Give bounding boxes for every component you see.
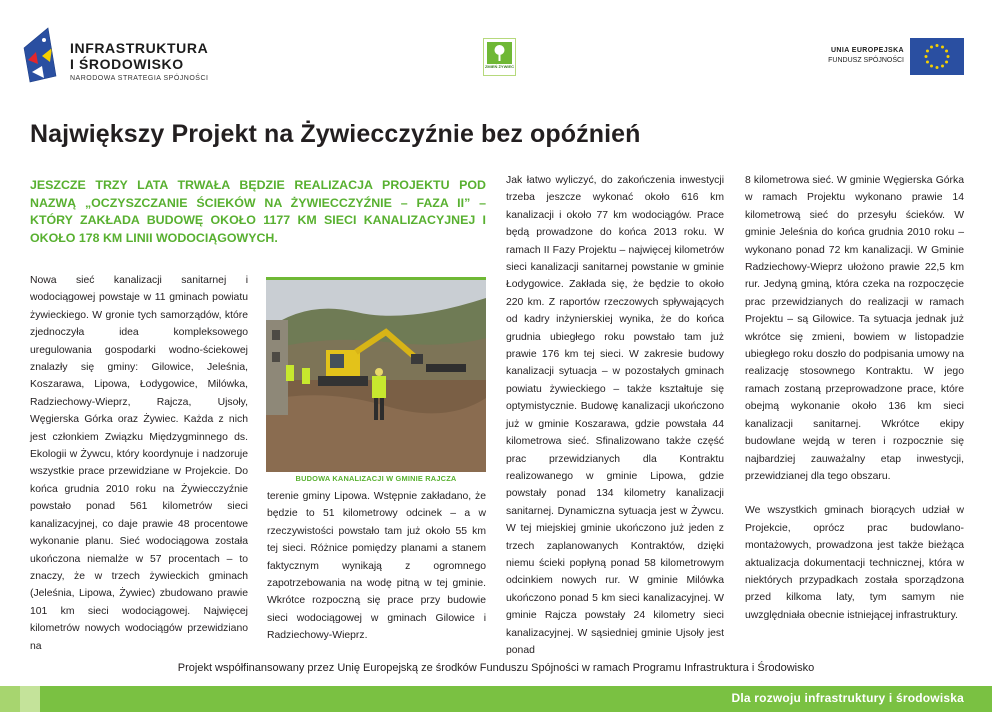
page-header [0, 0, 992, 100]
tree-icon [487, 42, 512, 64]
column-2 [267, 488, 486, 645]
column-2-text: terenie gminy Lipowa. Wstępnie zakładano, że będzie to 51 kilometrowy odcinek – a w rzeczywistości powstało tam już około 55 km tej sieci. Różnice pomiędzy planami a stanem faktycznym wynikają z ogromnego zapotrzebowania na wodę pitną w tej gminie. Wkrótce rozpoczną się prace przy budowie sieci wodociągowej w gminach Gilowice i Radziechowy-Wieprz. [267, 491, 486, 642]
cofinancing-note: Projekt współfinansowany przez Unię Europejską ze środków Funduszu Spójności w ramach Programu Infrastruktura i Środowisko [177, 662, 815, 674]
article-title: Największy Projekt na Żywiecczyźnie bez opóźnień [30, 120, 641, 148]
eu-fund-label [828, 46, 904, 66]
zmien-zywiec-logo [483, 38, 516, 76]
zmien-zywiec-label: ZMIEŃ ŻYWIEC [484, 64, 515, 69]
footer-bar-accent-1 [0, 686, 20, 712]
column-1-text: Nowa sieć kanalizacji sanitarnej i wodociągowej powstaje w 11 gminach powiatu żywieckiego. W gronie tych samorządów, które zjednoczyła idea kompleksowego uregulowania gospodarki wodno-ściekowej znalazły się gminy: Gilowice, Jeleśnia, Koszarawa, Lipowa, Łodygowice, Milówka, Radziechowy-Wieprz, Rajcza, Ujsoły, Węgierska Górka oraz Żywiec. Każda z nich jest członkiem Związku Międzygminnego ds. Ekologii w Żywcu, który koordynuje i nadzoruje wszystkie prace przewidziane w Projekcie. Do końca grudnia 2010 roku na Żywiecczyźnie powstało ponad 561 kilometrów sieci kanalizacyjnej, co daje prawie 48 procentowe wykonanie planu. Sieć wodociągowa została ukończona niemalże w 57 procentach – to znaczy, że w trzech żywieckich gminach (Jeleśnia, Lipowa, Żywiec) zbudowano prawie 101 km sieci wodociągowej. Najwięcej kilometrów nowych wodociągów przewidziano na [30, 275, 248, 652]
logo-line-1: INFRASTRUKTURA [70, 40, 209, 56]
footer-bar-accent-2 [20, 686, 40, 712]
column-3-text: Jak łatwo wyliczyć, do zakończenia inwestycji trzeba jeszcze wykonać około 616 km kanalizacji i około 77 km wodociągów. Prace będą prowadzone do końca 2013 roku. W ramach II Fazy Projektu – najwięcej kilometrów sieci kanalizacji sanitarnej powstanie w gminie Łodygowice. Zakłada się, że będzie to około 220 km. Z raportów rzeczowych spływających od kadry inżynierskiej wynika, że do końca grudnia ubiegłego roku powstało tam już prawie 176 km tej sieci. W zakresie budowy kanalizacji sytuacja – w pozostałych gminach powiatu żywieckiego – także kształtuje się optymistycznie. Budowę kanalizacji ukończono już w gminie Koszarawa, gdzie powstała 44 kilometrowa sieć. Sfinalizowano także część prac przewidzianych dla Kontraktu realizowanego w gminie Lipowa, gdzie powstały ponad 134 kilometry kanalizacji sanitarnej. Dynamiczna sytuacja jest w Żywcu. W tej miejskiej gminie ukończono już jeden z trzech zaplanowanych Kontraktów, dzięki niemu ścieki popłyną ponad 58 kilometrowym odcinkiem nowych rur. W gminie Milówka ukończono ponad 5 km sieci kanalizacyjnej. W gminie Rajcza powstały 24 kilometry sieci kanalizacyjnej. W sąsiedniej gminie Ujsoły jest ponad [506, 175, 724, 656]
nss-star-flag-icon [22, 26, 62, 84]
footer-slogan: Dla rozwoju infrastruktury i środowiska [731, 691, 964, 705]
column-4 [745, 172, 964, 624]
eu-flag-icon [910, 38, 964, 75]
photo-caption: BUDOWA KANALIZACJI W GMINIE RAJCZA [295, 474, 457, 483]
column-3 [506, 172, 724, 659]
logo-line-3: NARODOWA STRATEGIA SPÓJNOŚCI [70, 75, 209, 82]
column-4-paragraph-2: We wszystkich gminach biorących udział w Projekcie, oprócz prac budowlano-montażowych, prowadzona jest także bieżąca aktualizacja dokumentacji technicznej, która w niektórych przypadkach została sporządzona przed kilkoma laty, tym samym nie uwzględniała obecnie istniejącej infrastruktury. [745, 505, 964, 621]
article-lead: JESZCZE TRZY LATA TRWAŁA BĘDZIE REALIZACJA PROJEKTU POD NAZWĄ „OCZYSZCZANIE ŚCIEKÓW NA ŻYWIECCZYŹNIE – FAZA II” – KTÓRY ZAKŁADA BUDOWĘ OKOŁO 1177 KM SIECI KANALIZACYJNEJ I OKOŁO 178 KM LINII WODOCIĄGOWYCH. [30, 178, 486, 245]
column-4-paragraph-1: 8 kilometrowa sieć. W gminie Węgierska Górka w ramach Projektu wykonano prawie 14 kilometrową sieć do przesyłu ścieków. W gminie Jeleśnia do końca grudnia 2010 roku – wykonano ponad 72 km kanalizacji. W Gminie Radziechowy-Wieprz ułożono prawie 22,5 km rur. Jedyną gminą, która czeka na rozpoczęcie prac przewidzianych do realizacji w ramach Projektu – są Gilowice. Ta sytuacja jednak już wkrótce się zmieni, bowiem w listopadzie ubiegłego roku doszło do podpisania umowy na realizację stosownego Kontraktu. W jego ramach zostaną przeprowadzone prace, które obejmą wykonanie około 136 km sieci kanalizacji sanitarnej. Wkrótce ekipy budowlane wejdą w teren i rozpocznie się najbardziej zauważalny etap inwestycji, przewidzianej dla tego obszaru. [745, 175, 964, 482]
construction-photo [266, 277, 486, 472]
logo-line-2: I ŚRODOWISKO [70, 56, 184, 72]
column-1 [30, 272, 248, 655]
infrastruktura-srodowisko-logo [22, 26, 212, 88]
eu-label-line-2: FUNDUSZ SPÓJNOŚCI [828, 57, 904, 64]
footer-bar [0, 686, 992, 712]
eu-label-line-1: UNIA EUROPEJSKA [830, 47, 904, 54]
